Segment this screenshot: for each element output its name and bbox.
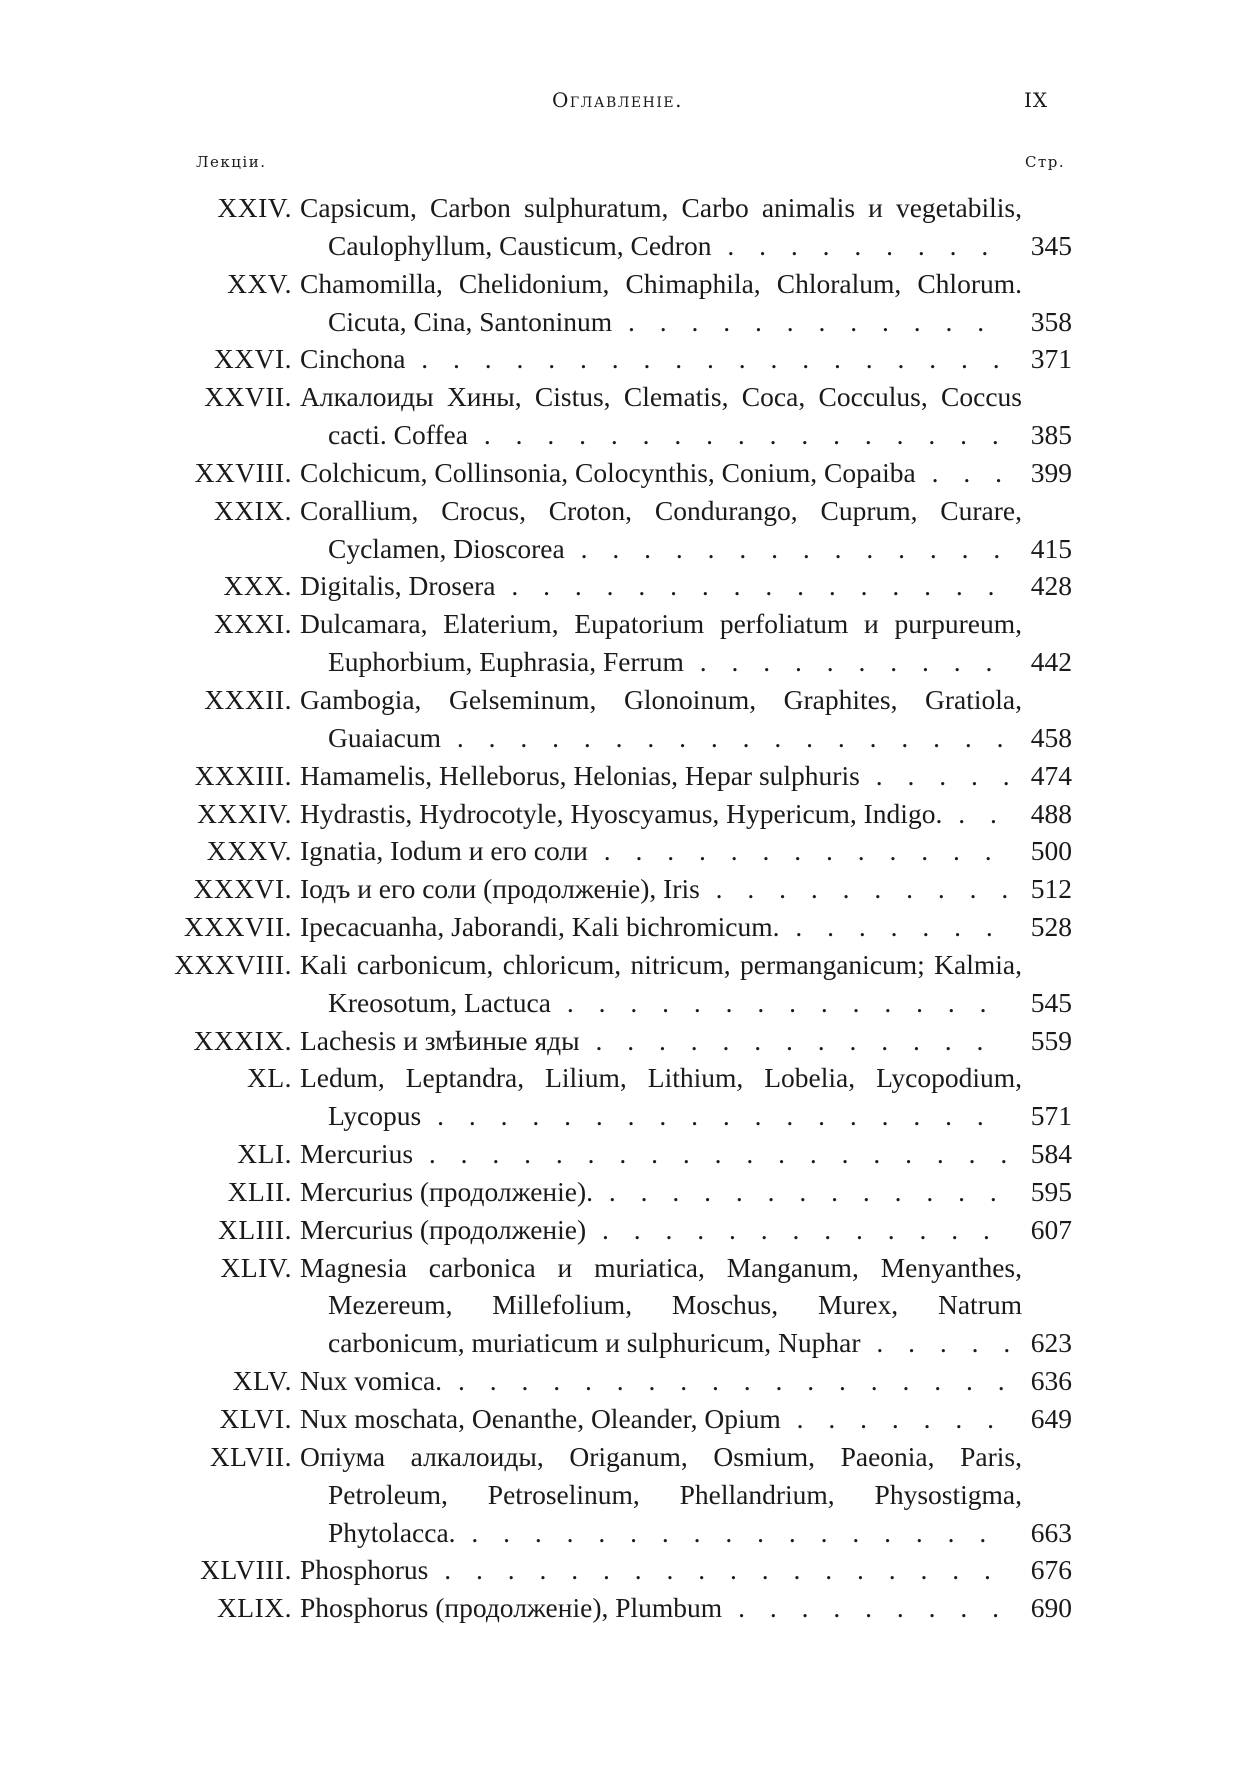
- entry-title: Ledum, Leptandra, Lilium, Lithium, Lobelia, Lycopodium, Lycopus: [300, 1062, 1022, 1132]
- toc-entry: [0, 832, 1259, 870]
- toc-entry: [0, 1362, 1259, 1400]
- dot-leader: . . . . . . .: [779, 911, 1002, 943]
- entry-title: Phosphorus: [300, 1554, 429, 1586]
- entry-text: [300, 1059, 1022, 1135]
- entry-text: [300, 1022, 1022, 1060]
- toc-entry: [0, 1589, 1259, 1627]
- entry-text: [300, 1400, 1022, 1438]
- page-number: IX: [1024, 88, 1049, 112]
- toc-entry: [0, 1400, 1259, 1438]
- entry-text: [300, 454, 1022, 492]
- page-ref: 623: [1030, 1327, 1072, 1359]
- lecture-number: XXXII.: [204, 683, 292, 715]
- lecture-number: XXXVIII.: [174, 948, 292, 980]
- page-ref: 488: [1030, 797, 1072, 829]
- entry-title: Ignatia, Iodum и его соли: [300, 835, 588, 867]
- entry-text: [300, 795, 1022, 833]
- entry-text: [300, 189, 1022, 265]
- entry-text: [300, 1589, 1022, 1627]
- dot-leader: . . . . . . . . . . . . .: [593, 1175, 1006, 1207]
- toc-entry: [0, 189, 1259, 265]
- toc-entry: [0, 1173, 1259, 1211]
- entry-title: Capsicum, Carbon sulphuratum, Carbo animalis и vegetabilis, Caulophyllum, Causticum, Cedron: [300, 192, 1022, 261]
- entry-text: [300, 340, 1022, 378]
- lecture-number: XLV.: [232, 1365, 292, 1397]
- entry-text: [300, 946, 1022, 1022]
- entry-title: Опіума алкалоиды, Origanum, Osmium, Paeonia, Paris, Petroleum, Petroselinum, Phellandrium, Physostigma, Phytolacca.: [300, 1440, 1022, 1548]
- page-ref: 636: [1030, 1365, 1072, 1397]
- entry-title: Gambogia, Gelseminum, Glonoinum, Graphites, Gratiola, Guaiacum: [300, 683, 1022, 753]
- dot-leader: . . . . . . . . . . . . . . . . . . .: [405, 343, 1009, 375]
- page-ref: 584: [1030, 1138, 1072, 1170]
- page-ref: 358: [1030, 305, 1072, 337]
- toc-entry: [0, 1211, 1259, 1249]
- lecture-number: XXIX.: [213, 494, 292, 526]
- toc-entry: [0, 605, 1259, 681]
- lecture-number: XLII.: [227, 1175, 292, 1207]
- dot-leader: . . . . . . . . . . . . . . . .: [495, 570, 1004, 602]
- entry-text: [300, 265, 1022, 341]
- toc-entry: [0, 454, 1259, 492]
- entry-text: [300, 832, 1022, 870]
- lecture-number: XXXI.: [213, 608, 292, 640]
- column-header-page: Стр.: [1025, 153, 1066, 171]
- dot-leader: . . . . . . . . . .: [699, 873, 1018, 905]
- dot-leader: . . . . . . . . . . . . . . . . .: [467, 419, 1008, 451]
- entry-text: [300, 870, 1022, 908]
- dot-leader: . . . . . . .: [780, 1403, 1004, 1434]
- toc-entry: [0, 340, 1259, 378]
- page-ref: 607: [1030, 1213, 1072, 1245]
- lecture-number: XXXVI.: [193, 873, 292, 905]
- dot-leader: . . . . . . . . . . . . .: [587, 835, 1001, 867]
- lecture-number: XL.: [246, 1062, 292, 1094]
- lecture-number: XXV.: [227, 267, 292, 299]
- entry-text: [300, 567, 1022, 605]
- lecture-number: XLI.: [237, 1138, 292, 1170]
- entry-text: [300, 492, 1022, 568]
- lecture-number: XXXIV.: [197, 797, 292, 829]
- entry-title: Lachesis и змѣиные яды: [300, 1024, 580, 1056]
- toc-entry: [0, 1059, 1259, 1135]
- entry-text: [300, 1438, 1022, 1552]
- entry-title: Corallium, Crocus, Croton, Condurango, Cuprum, Curare, Cyclamen, Dioscorea: [300, 494, 1022, 564]
- toc-entry: [0, 870, 1259, 908]
- entry-text: [300, 1211, 1022, 1249]
- toc-entry: [0, 1438, 1259, 1552]
- toc-entry: [0, 757, 1259, 795]
- column-header-lectures: Лекціи.: [196, 153, 267, 171]
- page-ref: 458: [1030, 721, 1072, 753]
- table-of-contents: [0, 189, 1259, 1627]
- entry-title: Mercurius: [300, 1138, 414, 1170]
- lecture-number: XLVII.: [209, 1440, 292, 1472]
- entry-text: [300, 1135, 1022, 1173]
- toc-entry: [0, 265, 1259, 341]
- lecture-number: XXXV.: [206, 835, 292, 867]
- lecture-number: XXXIII.: [194, 759, 292, 791]
- toc-entry: [0, 1022, 1259, 1060]
- dot-leader: . . . . . . . . . . . . .: [586, 1213, 999, 1245]
- toc-entry: [0, 567, 1259, 605]
- dot-leader: . . . . . . . . . . . . . . . . . . .: [413, 1138, 1017, 1170]
- page-ref: 690: [1030, 1592, 1072, 1624]
- page-ref: 428: [1030, 570, 1072, 602]
- lecture-number: XXVII.: [204, 381, 292, 413]
- toc-entry: [0, 908, 1259, 946]
- page-ref: 415: [1030, 532, 1072, 564]
- toc-entry: [0, 795, 1259, 833]
- entry-text: [300, 1362, 1022, 1400]
- page-ref: 474: [1030, 759, 1072, 791]
- lecture-number: XLVIII.: [200, 1554, 292, 1586]
- page-title: Оглавленіе.: [552, 88, 683, 112]
- page-ref: 371: [1030, 343, 1072, 375]
- entry-title: Алкалоиды Хины, Cistus, Clematis, Coca, Cocculus, Coccus cacti. Coffea: [300, 381, 1022, 451]
- dot-leader: . .: [942, 797, 1006, 829]
- lecture-number: XLIII.: [217, 1213, 292, 1245]
- lecture-number: XXVI.: [213, 343, 292, 375]
- lecture-number: XXXVII.: [183, 911, 292, 943]
- dot-leader: . . . . . . . . .: [711, 229, 998, 261]
- toc-entry: [0, 946, 1259, 1022]
- toc-entry: [0, 1249, 1259, 1363]
- page-ref: 528: [1030, 911, 1072, 943]
- lecture-number: XXVIII.: [194, 456, 292, 488]
- lecture-number: XXXIX.: [193, 1024, 292, 1056]
- entry-title: Kali carbonicum, chloricum, nitricum, permanganicum; Kalmia, Kreosotum, Lactuca: [300, 948, 1022, 1018]
- dot-leader: . . . . . . . . . . . . . . . . . .: [421, 1100, 993, 1132]
- dot-leader: . . . . . . . . .: [722, 1592, 1008, 1624]
- page-ref: 500: [1030, 835, 1072, 867]
- page-ref: 512: [1030, 873, 1072, 905]
- page-ref: 545: [1030, 986, 1072, 1018]
- dot-leader: . . . . .: [859, 759, 1019, 791]
- entry-text: [300, 757, 1022, 795]
- page-ref: 345: [1030, 229, 1072, 261]
- entry-title: Nux moschata, Oenanthe, Oleander, Opium: [300, 1403, 781, 1434]
- dot-leader: . . . . . . . . . . . .: [612, 305, 994, 337]
- dot-leader: . . . . . . . . . . . . . . . . . .: [428, 1554, 1000, 1586]
- entry-title: Colchicum, Collinsonia, Colocynthis, Conium, Copaiba: [300, 456, 916, 488]
- page-ref: 663: [1030, 1516, 1072, 1548]
- dot-leader: . . . . . . . . . . . . . . . . .: [455, 1516, 996, 1548]
- entry-title: Hamamelis, Helleborus, Helonias, Hepar sulphuris: [300, 759, 860, 791]
- toc-entry: [0, 1551, 1259, 1589]
- dot-leader: . . .: [915, 456, 1011, 488]
- entry-title: Dulcamara, Elaterium, Eupatorium perfoliatum и purpureum, Euphorbium, Euphrasia, Ferrum: [300, 608, 1022, 678]
- lecture-number: XLIX.: [216, 1592, 292, 1624]
- entry-title: Mercurius (продолженіе): [300, 1213, 587, 1245]
- entry-title: Іодъ и его соли (продолженіе), Iris: [300, 873, 700, 905]
- entry-title: Nux vomica.: [300, 1365, 443, 1397]
- entry-title: Phosphorus (продолженіе), Plumbum: [300, 1592, 723, 1624]
- entry-title: Digitalis, Drosera: [300, 570, 496, 602]
- entry-text: [300, 378, 1022, 454]
- lecture-number: XXX.: [223, 570, 292, 602]
- entry-title: Mercurius (продолженіе).: [300, 1175, 594, 1207]
- dot-leader: . . . . . . . . . . . . . . . . . .: [442, 1365, 1014, 1397]
- dot-leader: . . . . .: [860, 1327, 1020, 1359]
- dot-leader: . . . . . . . . . . . . . . . . . .: [441, 721, 1013, 753]
- page-ref: 385: [1030, 419, 1072, 451]
- dot-leader: . . . . . . . . . .: [683, 646, 1002, 678]
- toc-entry: [0, 492, 1259, 568]
- entry-text: [300, 681, 1022, 757]
- page-ref: 595: [1030, 1175, 1072, 1207]
- entry-title: Magnesia carbonica и muriatica, Manganum, Menyanthes, Mezereum, Millefolium, Moschus, Murex, Natrum carbonicum, muriaticum и sulphuricum, Nuphar: [300, 1251, 1022, 1359]
- lecture-number: XXIV.: [217, 192, 292, 223]
- running-head: [0, 88, 1259, 118]
- dot-leader: . . . . . . . . . . . . . .: [564, 532, 1010, 564]
- entry-title: Cinchona: [300, 343, 406, 375]
- lecture-number: XLVI.: [219, 1403, 292, 1434]
- page-ref: 571: [1030, 1100, 1072, 1132]
- entry-title: Hydrastis, Hydrocotyle, Hyoscyamus, Hypericum, Indigo.: [300, 797, 943, 829]
- dot-leader: . . . . . . . . . . . . . .: [550, 986, 996, 1018]
- toc-entry: [0, 681, 1259, 757]
- page-ref: 559: [1030, 1024, 1072, 1056]
- entry-text: [300, 908, 1022, 946]
- dot-leader: . . . . . . . . . . . . .: [579, 1024, 993, 1056]
- entry-title: Ipecacuanha, Jaborandi, Kali bichromicum.: [300, 911, 780, 943]
- page-ref: 442: [1030, 646, 1072, 678]
- entry-text: [300, 1249, 1022, 1363]
- entry-text: [300, 1173, 1022, 1211]
- entry-text: [300, 605, 1022, 681]
- entry-title: Chamomilla, Chelidonium, Chimaphila, Chloralum, Chlorum. Cicuta, Cina, Santoninum: [300, 267, 1022, 337]
- toc-entry: [0, 1135, 1259, 1173]
- page-ref: 399: [1030, 456, 1072, 488]
- page-ref: 649: [1030, 1403, 1072, 1434]
- entry-text: [300, 1551, 1022, 1589]
- lecture-number: XLIV.: [220, 1251, 292, 1283]
- page-ref: 676: [1030, 1554, 1072, 1586]
- toc-entry: [0, 378, 1259, 454]
